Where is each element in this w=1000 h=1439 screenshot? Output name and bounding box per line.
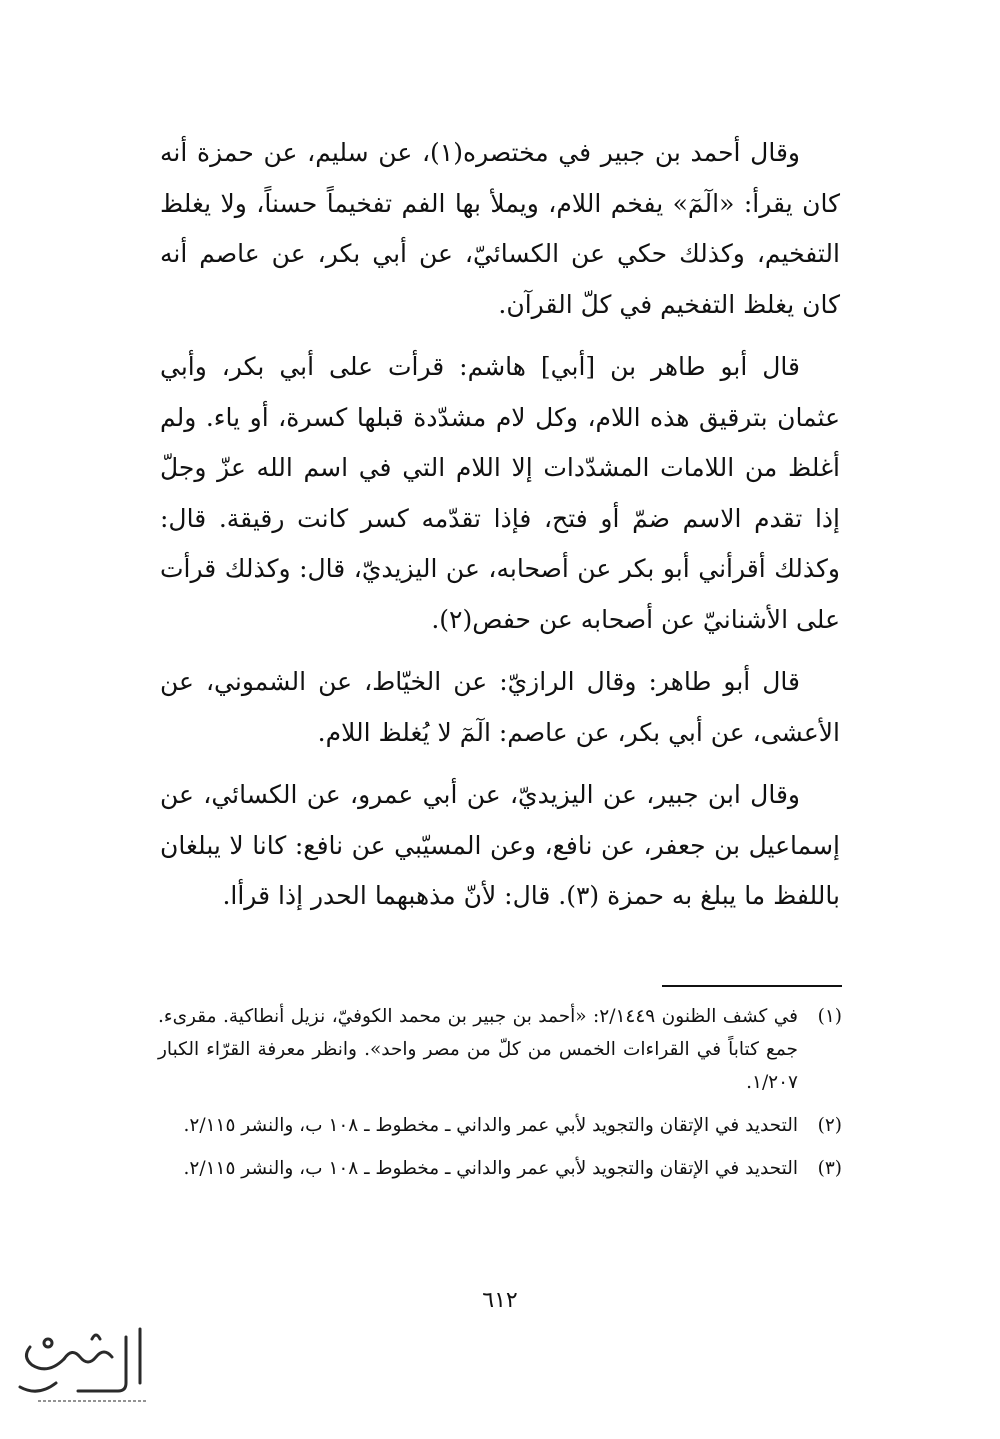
footnote-number: (١): [817, 1006, 842, 1027]
calligraphy-watermark-logo: [8, 1317, 158, 1409]
page-number: ٦١٢: [482, 1288, 518, 1313]
footnote-text: التحديد في الإتقان والتجويد لأبي عمر والداني ـ مخطوط ـ ١٠٨ ب، والنشر ٢/١١٥.: [183, 1115, 798, 1136]
footnote-text: في كشف الظنون ٢/١٤٤٩: «أحمد بن جبير بن محمد الكوفيّ، نزيل أنطاكية. مقرىء. جمع كتاباً في القراءات الخمس من كلّ من مصر واحد». وانظر معرفة القرّاء الكبار ١/٢٠٧.: [158, 1006, 798, 1093]
paragraph-1: وقال أحمد بن جبير في مختصره(١)، عن سليم، عن حمزة أنه كان يقرأ: «الٓمٓ» يفخم اللام، ويملأ بها الفم تفخيماً حسناً، ولا يغلظ التفخيم، وكذلك حكي عن الكسائيّ، عن أبي بكر، عن عاصم أنه كان يغلظ التفخيم في كلّ القرآن.: [160, 138, 840, 319]
paragraph-3: قال أبو طاهر: وقال الرازيّ: عن الخيّاط، عن الشموني، عن الأعشى، عن أبي بكر، عن عاصم: الٓمٓ لا يُغلظ اللام.: [160, 667, 840, 747]
footnote-2: [158, 1109, 842, 1142]
footnote-number: (٣): [817, 1158, 842, 1179]
footnote-text: التحديد في الإتقان والتجويد لأبي عمر والداني ـ مخطوط ـ ١٠٨ ب، والنشر ٢/١١٥.: [183, 1158, 798, 1179]
footnotes: [158, 1000, 842, 1195]
main-text: [160, 128, 840, 934]
footnote-1: [158, 1000, 842, 1099]
paragraph-2: قال أبو طاهر بن [أبي] هاشم: قرأت على أبي بكر، وأبي عثمان بترقيق هذه اللام، وكل لام مشدّدة قبلها كسرة، أو ياء. ولم أغلظ من اللامات المشدّدات إلا اللام التي في اسم الله عزّ وجلّ إذا تقدم الاسم ضمّ أو فتح، فإذا تقدّمه كسر كانت رقيقة. قال: وكذلك أقرأني أبو بكر عن أصحابه، عن اليزيديّ، قال: وكذلك قرأت على الأشنانيّ عن أصحابه عن حفص(٢).: [160, 352, 840, 634]
footnote-number: (٢): [817, 1115, 842, 1136]
paragraph-4: وقال ابن جبير، عن اليزيديّ، عن أبي عمرو، عن الكسائي، عن إسماعيل بن جعفر، عن نافع، وعن المسيّبي عن نافع: كانا لا يبلغان باللفظ ما يبلغ به حمزة (٣). قال: لأنّ مذهبهما الحدر إذا قرأا.: [160, 780, 840, 910]
footnote-3: [158, 1152, 842, 1185]
footnote-separator: [662, 985, 842, 987]
